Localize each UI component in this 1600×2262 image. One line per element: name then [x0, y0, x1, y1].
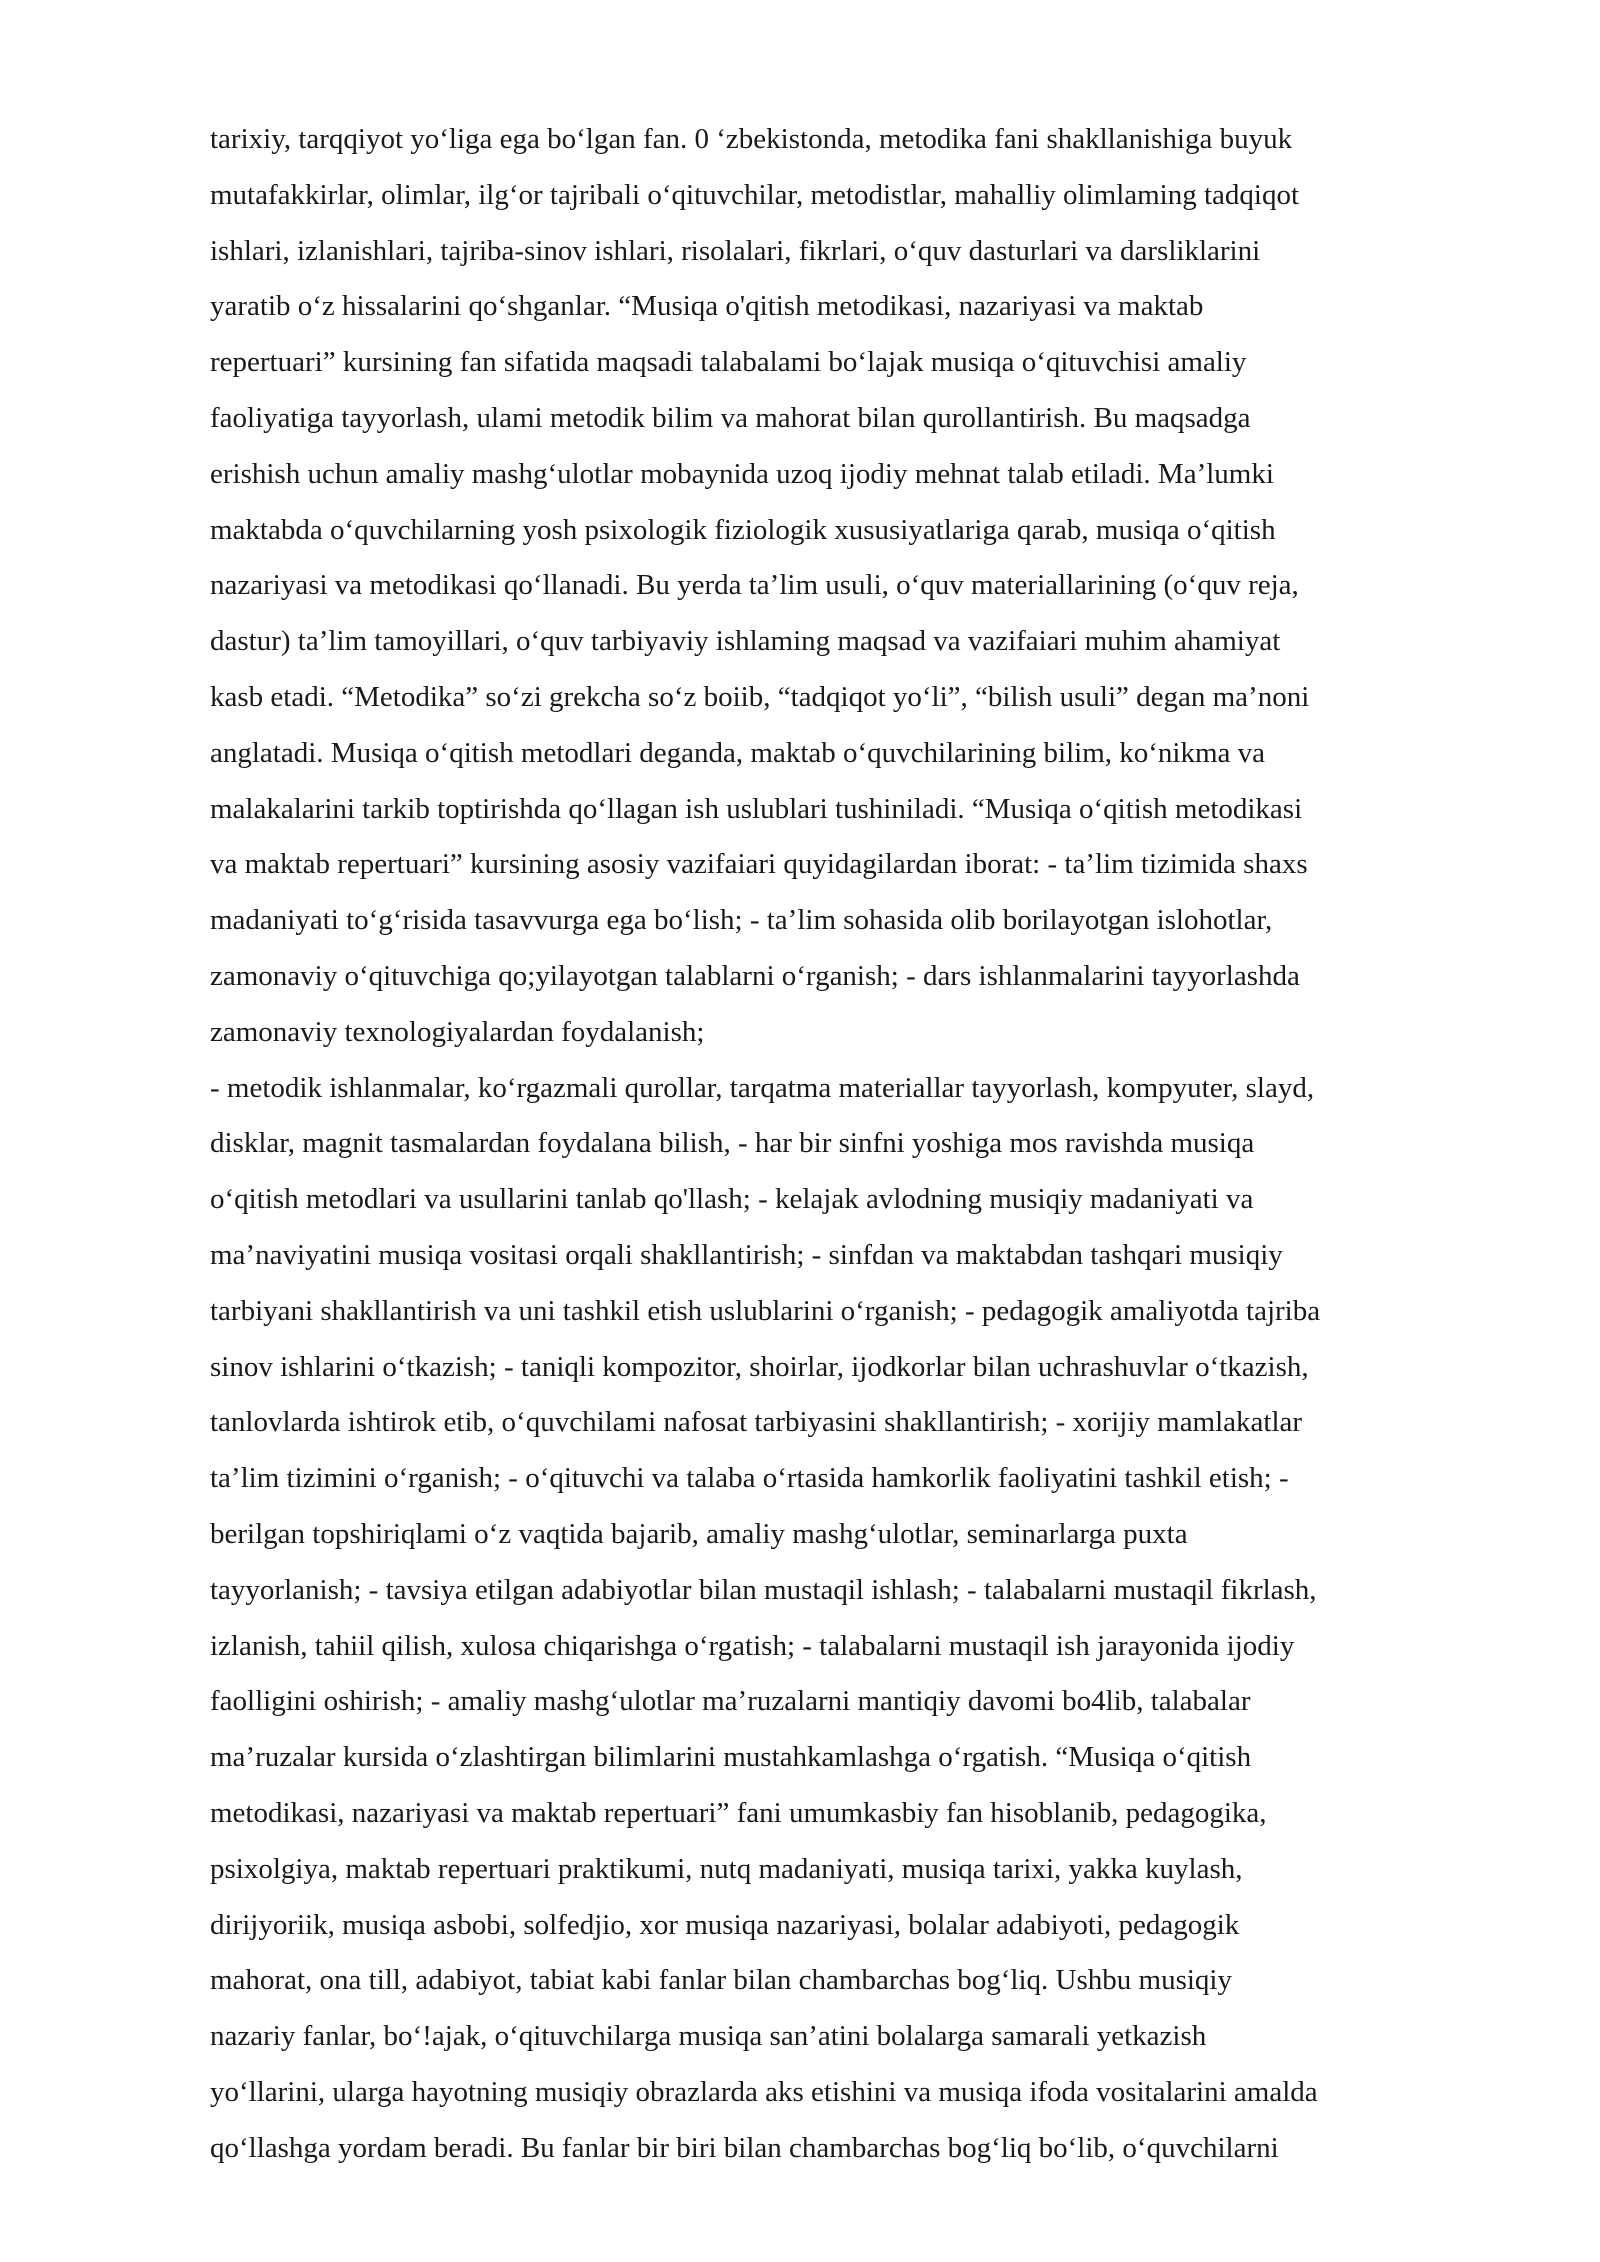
- text-line: psixolgiya, maktab repertuari praktikumi, nutq madaniyati, musiqa tarixi, yakka kuylash,: [210, 1852, 1243, 1885]
- text-line: tarixiy, tarqqiyot yo‘liga ega bo‘lgan fan. 0 ‘zbekistonda, metodika fani shakllanishiga buyuk: [210, 123, 1293, 155]
- text-line: ma’naviyatini musiqa vositasi orqali shakllantirish; - sinfdan va maktabdan tashqari musiqiy: [210, 1238, 1283, 1271]
- text-line: nazariy fanlar, bo‘!ajak, o‘qituvchilarga musiqa san’atini bolalarga samarali yetkazish: [210, 2020, 1207, 2053]
- text-line: mutafakkirlar, olimlar, ilg‘or tajribali o‘qituvchilar, metodistlar, mahalliy olimlaming tadqiqot: [210, 178, 1300, 211]
- text-line: kasb etadi. “Metodika” so‘zi grekcha so‘z boiib, “tadqiqot yo‘li”, “bilish usuli” degan ma’noni: [210, 680, 1310, 713]
- text-line: yo‘llarini, ularga hayotning musiqiy obrazlarda aks etishini va musiqa ifoda vositalarini amalda: [210, 2075, 1318, 2108]
- text-line: zamonaviy texnologiyalardan foydalanish;: [210, 1015, 705, 1048]
- text-line: metodikasi, nazariyasi va maktab repertuari” fani umumkasbiy fan hisoblanib, pedagogika,: [210, 1796, 1267, 1829]
- text-line: ma’ruzalar kursida o‘zlashtirgan bilimlarini mustahkamlashga o‘rgatish. “Musiqa o‘qitish: [210, 1741, 1252, 1774]
- text-line: dirijyoriik, musiqa asbobi, solfedjio, xor musiqa nazariyasi, bolalar adabiyoti, pedagogik: [210, 1908, 1240, 1941]
- text-line: izlanish, tahiil qilish, xulosa chiqarishga o‘rgatish; - talabalarni mustaqil ish jarayonida ijodiy: [210, 1629, 1295, 1662]
- body-text: [210, 112, 1455, 2176]
- text-line: dastur) ta’lim tamoyillari, o‘quv tarbiyaviy ishlaming maqsad va vazifaiari muhim ahamiyat: [210, 625, 1281, 658]
- document-page: [210, 112, 1455, 2176]
- text-line: nazariyasi va metodikasi qo‘llanadi. Bu yerda ta’lim usuli, o‘quv materiallarining (o‘quv reja,: [210, 569, 1299, 602]
- text-line: anglatadi. Musiqa o‘qitish metodlari deganda, maktab o‘quvchilarining bilim, ko‘nikma va: [210, 736, 1266, 769]
- text-line: tayyorlanish; - tavsiya etilgan adabiyotlar bilan mustaqil ishlash; - talabalarni mustaqil fikrlash,: [210, 1573, 1317, 1606]
- text-line: ta’lim tizimini o‘rganish; - o‘qituvchi va talaba o‘rtasida hamkorlik faoliyatini tashkil etish; -: [210, 1462, 1289, 1495]
- text-line: maktabda o‘quvchilarning yosh psixologik fiziologik xususiyatlariga qarab, musiqa o‘qitish: [210, 513, 1276, 546]
- text-line: yaratib o‘z hissalarini qo‘shganlar. “Musiqa o'qitish metodikasi, nazariyasi va maktab: [210, 290, 1204, 323]
- text-line: madaniyati to‘g‘risida tasavvurga ega bo‘lish; - ta’lim sohasida olib borilayotgan islohotlar,: [210, 904, 1273, 937]
- text-line: qo‘llashga yordam beradi. Bu fanlar bir biri bilan chambarchas bog‘liq bo‘lib, o‘quvchilarni: [210, 2131, 1279, 2164]
- text-line: tanlovlarda ishtirok etib, o‘quvchilami nafosat tarbiyasini shakllantirish; - xorijiy mamlakatlar: [210, 1406, 1303, 1439]
- text-line: faolligini oshirish; - amaliy mashg‘ulotlar ma’ruzalarni mantiqiy davomi bo4lib, talabalar: [210, 1685, 1251, 1718]
- text-line: zamonaviy o‘qituvchiga qo;yilayotgan talablarni o‘rganish; - dars ishlanmalarini tayyorlashda: [210, 959, 1300, 992]
- text-line: sinov ishlarini o‘tkazish; - taniqli kompozitor, shoirlar, ijodkorlar bilan uchrashuvlar o‘tkazish,: [210, 1350, 1309, 1383]
- text-line: berilgan topshiriqlami o‘z vaqtida bajarib, amaliy mashg‘ulotlar, seminarlarga puxta: [210, 1517, 1188, 1550]
- text-line: faoliyatiga tayyorlash, ulami metodik bilim va mahorat bilan qurollantirish. Bu maqsadga: [210, 401, 1251, 434]
- text-line: mahorat, ona till, adabiyot, tabiat kabi fanlar bilan chambarchas bog‘liq. Ushbu musiqiy: [210, 1964, 1232, 1997]
- text-line: tarbiyani shakllantirish va uni tashkil etish uslublarini o‘rganish; - pedagogik amaliyotda tajriba: [210, 1294, 1321, 1327]
- text-line: disklar, magnit tasmalardan foydalana bilish, - har bir sinfni yoshiga mos ravishda musiqa: [210, 1127, 1255, 1160]
- text-line: va maktab repertuari” kursining asosiy vazifaiari quyidagilardan iborat: - ta’lim tizimida shaxs: [210, 848, 1308, 881]
- text-line: repertuari” kursining fan sifatida maqsadi talabalami bo‘lajak musiqa o‘qituvchisi amaliy: [210, 346, 1247, 379]
- text-line: o‘qitish metodlari va usullarini tanlab qo'llash; - kelajak avlodning musiqiy madaniyati va: [210, 1183, 1254, 1216]
- text-line: malakalarini tarkib toptirishda qo‘llagan ish uslublari tushiniladi. “Musiqa o‘qitish metodikasi: [210, 792, 1303, 825]
- text-line: erishish uchun amaliy mashg‘ulotlar mobaynida uzoq ijodiy mehnat talab etiladi. Ma’lumki: [210, 457, 1274, 490]
- text-line: ishlari, izlanishlari, tajriba-sinov ishlari, risolalari, fikrlari, o‘quv dasturlari va darsliklarini: [210, 234, 1261, 267]
- text-line: - metodik ishlanmalar, ko‘rgazmali qurollar, tarqatma materiallar tayyorlash, kompyuter, slayd,: [210, 1071, 1315, 1104]
